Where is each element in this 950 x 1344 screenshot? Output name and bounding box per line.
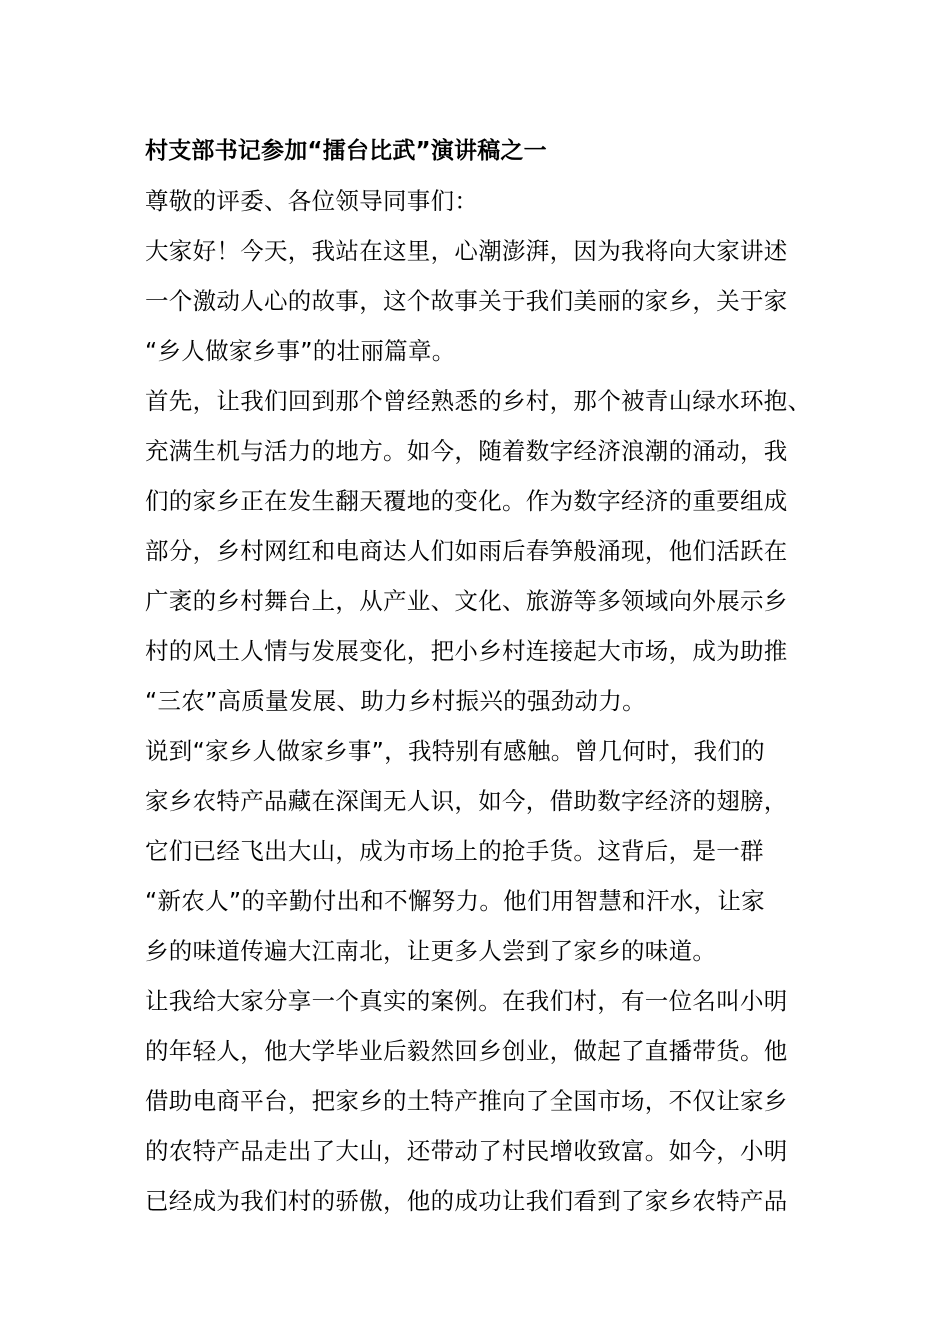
text-line: 部分，乡村网红和电商达人们如雨后春笋般涌现，他们活跃在: [145, 537, 788, 565]
text-line: 的年轻人，他大学毕业后毅然回乡创业，做起了直播带货。他: [145, 1037, 788, 1065]
text-line: “乡人做家乡事”的壮丽篇章。: [145, 337, 456, 365]
text-line: 的农特产品走出了大山，还带动了村民增收致富。如今，小明: [145, 1137, 788, 1165]
text-line: 已经成为我们村的骄傲，他的成功让我们看到了家乡农特产品: [145, 1187, 788, 1215]
text-line: 尊敬的评委、各位领导同事们：: [145, 187, 479, 215]
text-line: 广袤的乡村舞台上，从产业、文化、旅游等多领域向外展示乡: [145, 587, 788, 615]
text-line: “三农”高质量发展、助力乡村振兴的强劲动力。: [145, 687, 646, 715]
text-line: 首先，让我们回到那个曾经熟悉的乡村，那个被青山绿水环抱、: [145, 387, 812, 415]
text-line: 让我给大家分享一个真实的案例。在我们村，有一位名叫小明: [145, 987, 788, 1015]
document-body: [145, 126, 810, 1226]
text-line: 它们已经飞出大山，成为市场上的抢手货。这背后，是一群: [145, 837, 764, 865]
text-line: 充满生机与活力的地方。如今，随着数字经济浪潮的涌动，我: [145, 437, 788, 465]
text-line: 一个激动人心的故事，这个故事关于我们美丽的家乡，关于家: [145, 287, 788, 315]
text-line: 乡的味道传遍大江南北，让更多人尝到了家乡的味道。: [145, 937, 717, 965]
text-line: 家乡农特产品藏在深闺无人识，如今，借助数字经济的翅膀，: [145, 787, 788, 815]
text-line: 大家好！今天，我站在这里，心潮澎湃，因为我将向大家讲述: [145, 237, 788, 265]
text-line: 们的家乡正在发生翻天覆地的变化。作为数字经济的重要组成: [145, 487, 788, 515]
text-line: “新农人”的辛勤付出和不懈努力。他们用智慧和汗水，让家: [145, 887, 765, 915]
document-title: 村支部书记参加“擂台比武”演讲稿之一: [145, 138, 547, 164]
text-line: 说到“家乡人做家乡事”，我特别有感触。曾几何时，我们的: [145, 737, 765, 765]
text-line: 村的风土人情与发展变化，把小乡村连接起大市场，成为助推: [145, 637, 788, 665]
text-line: 借助电商平台，把家乡的土特产推向了全国市场，不仅让家乡: [145, 1087, 788, 1115]
